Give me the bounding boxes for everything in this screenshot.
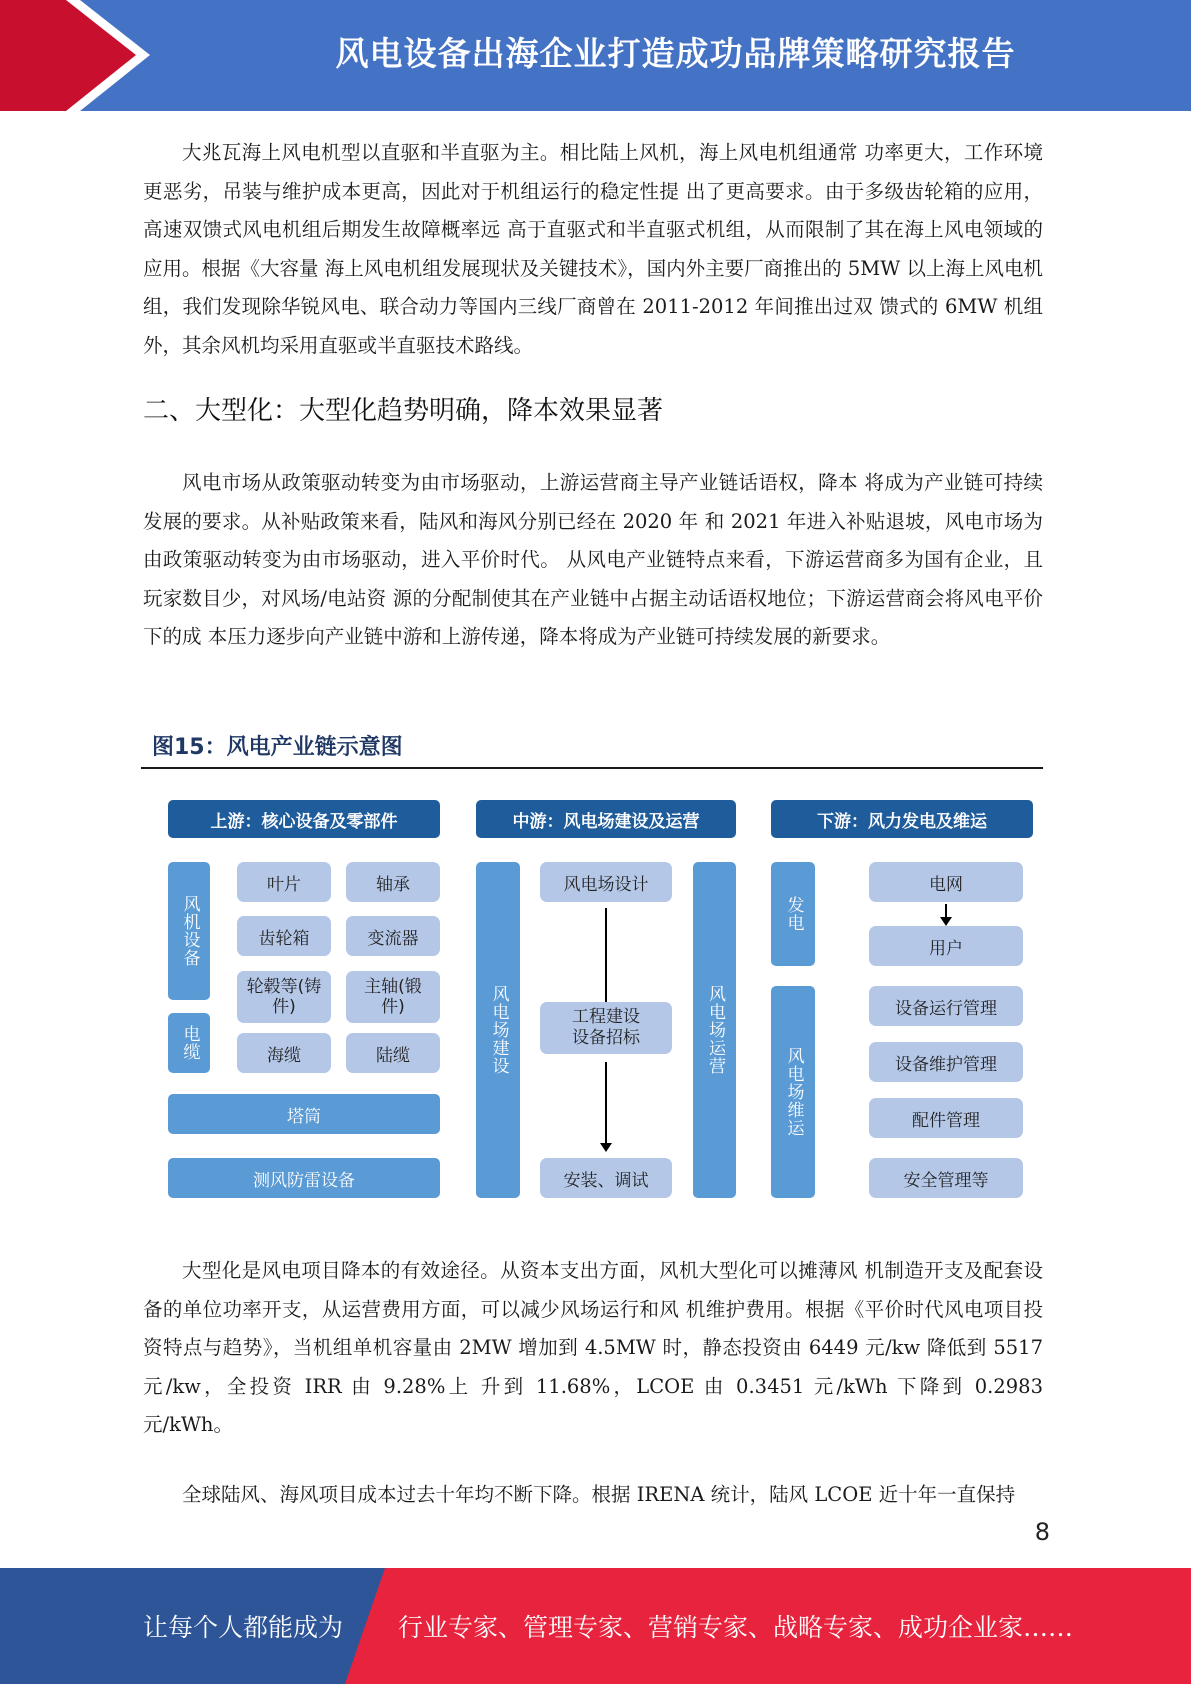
task-maintenance-management: 设备维护管理 — [869, 1042, 1023, 1082]
task-spare-parts-management: 配件管理 — [869, 1098, 1023, 1138]
component-land-cable: 陆缆 — [346, 1033, 440, 1073]
paragraph-offshore-turbines: 大兆瓦海上风电机型以直驱和半直驱为主。相比陆上风机，海上风电机组通常 功率更大，工作环境更恶劣，吊装与维护成本更高，因此对于机组运行的稳定性提 出了更高要求。由于多级齿轮箱的应用，高速双馈式风电机组后期发生故障概率远 高于直驱式和半直驱式机组，从而限制了其在海上风电领域的应用。根据《大容量 海上风电机组发展现状及关键技术》，国内外主要厂商推出的 5MW 以上海上风电机 组，我们发现除华锐风电、联合动力等国内三线厂商曾在 2011-2012 年间推出过双 馈式的 6MW 机组外，其余风机均采用直驱或半直驱技术路线。 — [143, 141, 1043, 357]
figure-caption: 图15：风电产业链示意图 — [152, 735, 403, 760]
arrow-down-icon — [605, 1062, 607, 1144]
upstream-header: 上游：核心设备及零部件 — [168, 800, 440, 838]
industry-chain-diagram — [141, 780, 1043, 1208]
step-construction-tender: 工程建设 设备招标 — [540, 1002, 672, 1054]
wind-farm-maintenance-label: 风电场维运 — [771, 986, 815, 1198]
tower-bar: 塔筒 — [168, 1094, 440, 1134]
paragraph-large-scale: 大型化是风电项目降本的有效途径。从资本支出方面，风机大型化可以摊薄风 机制造开支及配套设备的单位功率开支，从运营费用方面，可以减少风场运行和风 机维护费用。根据《平价时代风电项目投资特点与趋势》，当机组单机容量由 2MW 增加到 4.5MW 时，静态投资由 6449 元/kw 降低到 5517 元/kw，全投资 IRR 由 9.28%上 升到 11.68%，LCOE 由 0.3451 元/kWh 下降到 0.2983 元/kWh。 — [143, 1259, 1043, 1436]
arrow-down-icon — [605, 908, 607, 1014]
step-wind-farm-design: 风电场设计 — [540, 862, 672, 902]
paragraph-market-shift: 风电市场从政策驱动转变为由市场驱动，上游运营商主导产业链话语权，降本 将成为产业链可持续发展的要求。从补贴政策来看，陆风和海风分别已经在 2020 年 和 2021 年进入补贴退坡，风电市场为由政策驱动转变为由市场驱动，进入平价时代。 从风电产业链特点来看，下游运营商多为国有企业，且玩家数目少，对风场/电站资 源的分配制使其在产业链中占据主动话语权地位；下游运营商会将风电平价下的成 本压力逐步向产业链中游和上游传递，降本将成为产业链可持续发展的新要求。 — [143, 471, 1043, 648]
wind-farm-construction-label: 风电场建设 — [476, 862, 520, 1198]
component-converter: 变流器 — [346, 916, 440, 956]
wind-farm-operation-label: 风电场运营 — [693, 862, 736, 1198]
midstream-header: 中游：风电场建设及运营 — [476, 800, 736, 838]
figure-rule — [141, 767, 1043, 769]
anemometer-lightning-bar: 测风防雷设备 — [168, 1158, 440, 1198]
cable-label: 电缆 — [168, 1013, 210, 1073]
component-gearbox: 齿轮箱 — [237, 916, 331, 956]
user-box: 用户 — [869, 926, 1023, 966]
footer-slogan-left: 让每个人都能成为 — [143, 1613, 344, 1642]
step-installation-commissioning: 安装、调试 — [540, 1158, 672, 1198]
component-hub-casting: 轮毂等(铸件) — [237, 971, 331, 1023]
task-operation-management: 设备运行管理 — [869, 986, 1023, 1026]
page-header — [0, 0, 1191, 111]
wind-turbine-equipment-label: 风机设备 — [168, 862, 210, 1000]
footer-slogan-right: 行业专家、管理专家、营销专家、战略专家、成功企业家…… — [398, 1613, 1074, 1642]
component-bearing: 轴承 — [346, 862, 440, 902]
power-generation-label: 发电 — [771, 862, 815, 966]
header-chevron-red — [0, 0, 150, 111]
component-submarine-cable: 海缆 — [237, 1033, 331, 1073]
grid-box: 电网 — [869, 862, 1023, 902]
component-blade: 叶片 — [237, 862, 331, 902]
paragraph-global-cost: 全球陆风、海风项目成本过去十年均不断下降。根据 IRENA 统计，陆风 LCOE 近十年一直保持 — [182, 1483, 1016, 1506]
task-safety-management: 安全管理等 — [869, 1158, 1023, 1198]
page-footer — [0, 1568, 1191, 1684]
downstream-header: 下游：风力发电及维运 — [771, 800, 1033, 838]
component-main-shaft: 主轴(锻件) — [346, 971, 440, 1023]
report-title: 风电设备出海企业打造成功品牌策略研究报告 — [335, 34, 1016, 73]
page-number: 8 — [1034, 1518, 1050, 1546]
section-heading: 二、大型化：大型化趋势明确，降本效果显著 — [143, 396, 664, 426]
arrow-down-icon — [945, 904, 947, 918]
